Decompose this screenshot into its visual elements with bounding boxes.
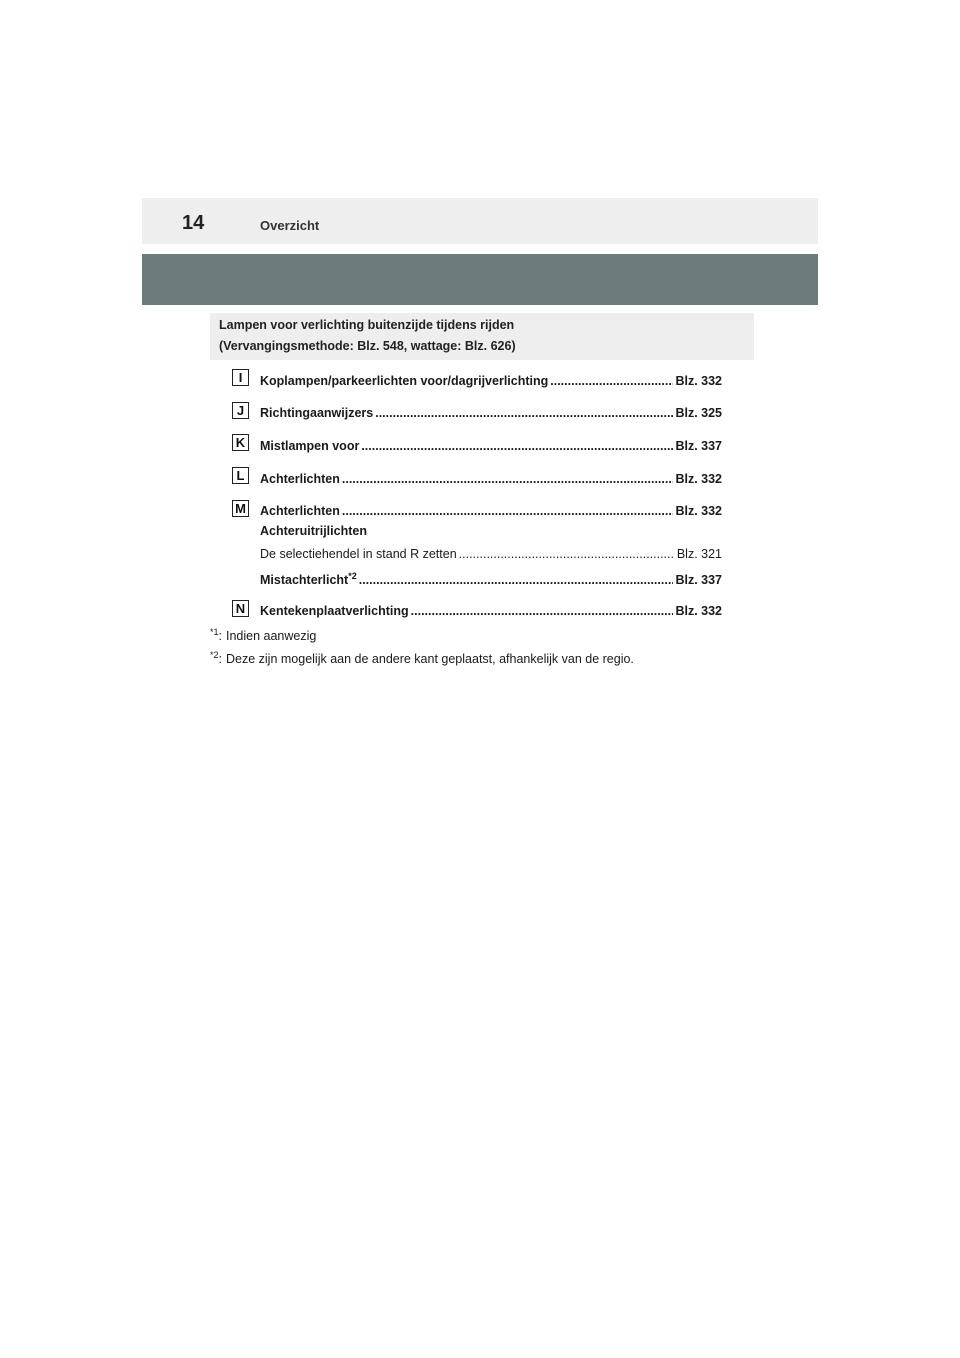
item-label: Kentekenplaatverlichting	[260, 604, 409, 618]
list-item-row[interactable]	[260, 503, 722, 519]
footnote-text: Deze zijn mogelijk aan de andere kant geplaatst, afhankelijk van de regio.	[226, 652, 634, 667]
footnote-ref: *2	[348, 570, 357, 581]
item-label: Richtingaanwijzers	[260, 406, 374, 420]
list-item-l	[232, 467, 722, 491]
list-item-n	[232, 600, 722, 624]
marker-k: K	[232, 434, 249, 451]
list-item-k	[232, 434, 722, 458]
page-header	[142, 198, 818, 244]
leader-dots	[342, 503, 674, 519]
sub-heading: Achteruitrijlichten	[260, 524, 367, 538]
leader-dots	[342, 471, 674, 487]
page-ref-link[interactable]: Blz. 337	[675, 439, 722, 453]
leader-dots	[550, 373, 673, 389]
item-label: Achterlichten	[260, 472, 340, 486]
list-item-row[interactable]	[260, 603, 722, 619]
marker-l: L	[232, 467, 249, 484]
footnote-mark: *2	[210, 650, 219, 660]
list-item-row[interactable]	[260, 438, 722, 454]
sub-item-row[interactable]	[260, 546, 722, 562]
footnote-mark: *1	[210, 627, 219, 637]
footnote-1	[210, 627, 316, 643]
page-ref-link[interactable]: Blz. 332	[675, 374, 722, 388]
item-label: Mistlampen voor	[260, 439, 360, 453]
marker-n: N	[232, 600, 249, 617]
sub-item-row[interactable]	[260, 572, 722, 588]
leader-dots	[459, 546, 675, 562]
marker-i: I	[232, 369, 249, 386]
footnote-2	[210, 650, 634, 666]
item-label-text: Mistachterlicht	[260, 573, 349, 587]
chapter-band	[142, 254, 818, 305]
info-box-subtitle: (Vervangingsmethode: Blz. 548, wattage: Blz. 626)	[219, 339, 516, 353]
list-item-row[interactable]	[260, 471, 722, 487]
footnote-separator: :	[218, 629, 222, 644]
item-label	[260, 572, 357, 588]
list-item-j	[232, 402, 722, 426]
info-box-title: Lampen voor verlichting buitenzijde tijdens rijden	[219, 318, 515, 332]
footnote-separator: :	[218, 652, 222, 667]
list-item-row[interactable]	[260, 373, 722, 389]
section-title: Overzicht	[260, 218, 320, 233]
page-number: 14	[182, 212, 205, 234]
leader-dots	[411, 603, 674, 619]
marker-m: M	[232, 500, 249, 517]
leader-dots	[375, 405, 673, 421]
page-ref-link[interactable]: Blz. 337	[675, 573, 722, 587]
sub-heading-row	[260, 523, 722, 539]
leader-dots	[361, 438, 673, 454]
list-item-m	[232, 500, 722, 592]
marker-j: J	[232, 402, 249, 419]
page-ref-link[interactable]: Blz. 321	[676, 547, 722, 561]
item-label: Koplampen/parkeerlichten voor/dagrijverlichting	[260, 374, 549, 388]
list-item-i	[232, 369, 722, 393]
page-ref-link[interactable]: Blz. 332	[675, 472, 722, 486]
leader-dots	[359, 572, 674, 588]
page-ref-link[interactable]: Blz. 332	[675, 504, 722, 518]
item-label: De selectiehendel in stand R zetten	[260, 547, 457, 561]
item-label: Achterlichten	[260, 504, 340, 518]
info-box	[210, 313, 754, 360]
footnote-text: Indien aanwezig	[226, 629, 317, 644]
page-ref-link[interactable]: Blz. 325	[675, 406, 722, 420]
page-ref-link[interactable]: Blz. 332	[675, 604, 722, 618]
list-item-row[interactable]	[260, 405, 722, 421]
